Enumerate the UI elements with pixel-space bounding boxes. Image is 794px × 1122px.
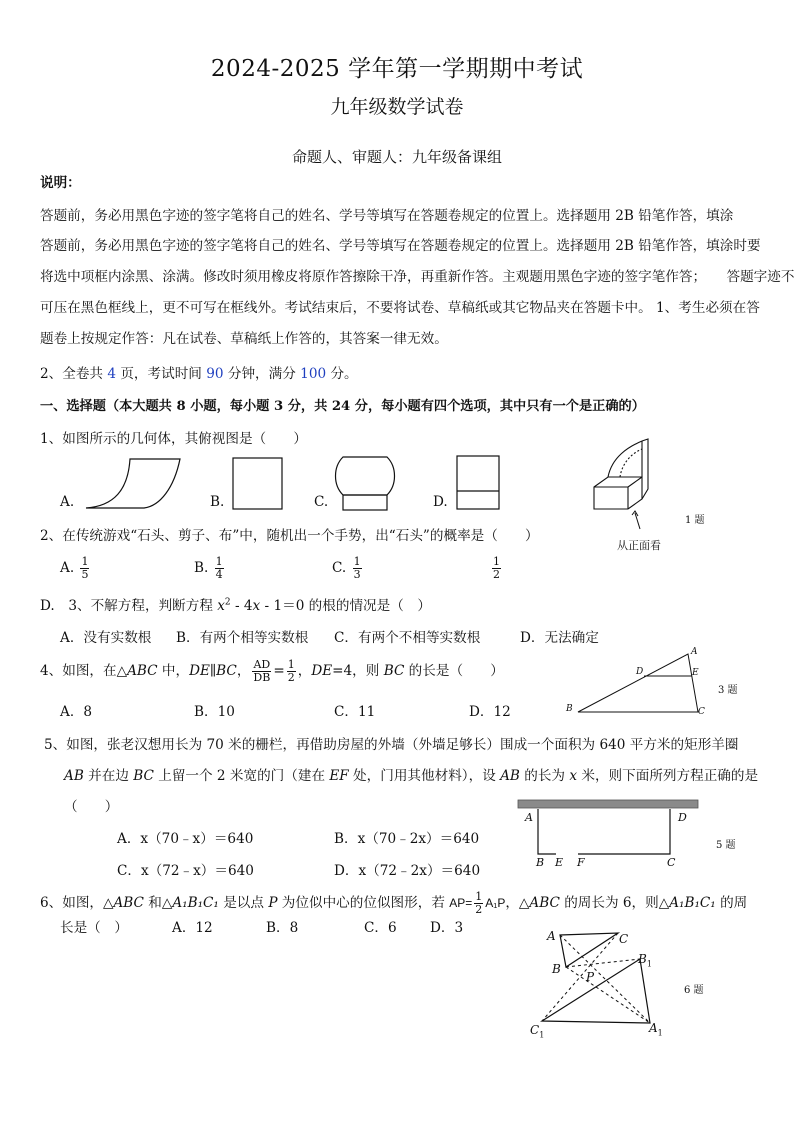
- q6-point-a1: [649, 1021, 663, 1037]
- fraction-denominator: 5: [81, 568, 89, 581]
- q2-option-b-fraction: [215, 556, 224, 581]
- q1-option-a: A.: [60, 494, 75, 510]
- q4-text-a: 4、如图，在△: [40, 663, 128, 679]
- q2-stem: 2、在传统游戏“石头、剪子、布”中，随机出一个手势，出“石头”的概率是（ ）: [40, 528, 539, 544]
- p2-mid2: 分钟，满分: [223, 366, 301, 382]
- q2-option-a-fraction: [80, 556, 89, 581]
- q5-point-f: F: [577, 856, 585, 869]
- q6-point-b1-letter: B: [638, 952, 647, 966]
- q5-text-h: 的长为: [519, 768, 570, 784]
- q6-option-b: B．8: [266, 920, 299, 936]
- instructions-line-5: 题卷上按规定作答：凡在试卷、草稿纸上作答的，其答案一律无效。: [40, 331, 448, 347]
- q1-figure-label: 1 题: [685, 515, 705, 526]
- q4-text-f: =4，则: [332, 663, 384, 679]
- q6-line-2: 长是（ ）: [60, 920, 128, 936]
- fraction-numerator: 1: [287, 658, 295, 671]
- q3-option-c: C．有两个不相等实数根: [334, 630, 481, 646]
- q2-option-c: [332, 556, 364, 581]
- q4-text-e: ，: [297, 663, 312, 679]
- q5-text-d: 上留一个 2 米宽的门（建在: [153, 768, 330, 784]
- q5-figure-label: 5 题: [716, 840, 736, 851]
- q1-option-b: B.: [210, 494, 225, 510]
- q1-option-d: D.: [433, 494, 448, 510]
- q6-text-e: ，△: [505, 895, 530, 911]
- q5-ab: AB: [64, 768, 84, 784]
- instructions-line-6: [40, 362, 358, 382]
- fraction-denominator: 2: [475, 903, 483, 916]
- q6-option-d: D．3: [430, 920, 464, 936]
- p2-mid1: 页，考试时间: [116, 366, 207, 382]
- q6-point-a: A: [547, 929, 556, 943]
- q5-ef: EF: [329, 768, 349, 784]
- author-line: 命题人、审题人：九年级备课组: [291, 148, 502, 166]
- q5-text-b: 并在边: [83, 768, 134, 784]
- q4-point-b: B: [566, 704, 573, 714]
- q6-fraction-half: [474, 891, 483, 916]
- q6-text-g: 的周: [715, 895, 748, 911]
- q6-option-c: C．6: [364, 920, 397, 936]
- p2-suffix: 分。: [326, 366, 358, 382]
- q6-point-c1-sub: 1: [539, 1030, 545, 1040]
- section-heading: 一、选择题（本大题共 8 小题，每小题 3 分，共 24 分，每小题有四个选项，其中只有一个是正确的）: [40, 399, 645, 414]
- q4-bc2: BC: [383, 663, 405, 679]
- q5-option-a: A．x（70﹣x）＝640: [117, 831, 254, 847]
- q6-stem: [40, 891, 747, 916]
- q6-figure-label: 6 题: [684, 985, 704, 996]
- q3-var-x: x: [217, 598, 225, 614]
- total-score: 100: [300, 366, 327, 382]
- q5-bc: BC: [133, 768, 154, 784]
- fraction-denominator: 4: [215, 568, 223, 581]
- q6-abc: ABC: [113, 895, 144, 911]
- q6-text-d: 为位似中心的位似图形，若: [277, 895, 450, 911]
- q6-a1b1c1: A₁B₁C₁: [172, 895, 219, 911]
- q6-abc2: ABC: [529, 895, 560, 911]
- q5-point-b: B: [536, 856, 545, 869]
- fraction-numerator: 1: [81, 555, 89, 568]
- q5-line-2: [64, 764, 758, 784]
- instructions-line-4: 可压在黑色框线上，更不可写在框线外。考试结束后，不要将试卷、草稿纸或其它物品夹在答题卡中。 1、考生必须在答: [40, 300, 760, 316]
- q1-option-b-figure: [232, 457, 284, 511]
- q5-option-d: D．x（72﹣2x）＝640: [334, 863, 481, 879]
- q1-view-caption: 从正面看: [617, 539, 661, 552]
- q5-line-1: 5、如图，张老汉想用长为 70 米的栅栏，再借助房屋的外墙（外墙足够长）围成一个面积为 640 平方米的矩形羊圈: [44, 737, 739, 753]
- q5-text-f: 处，门用其他材料），设: [348, 768, 501, 784]
- q4-point-c: C: [698, 707, 705, 717]
- q6-option-a: A．12: [172, 920, 213, 936]
- q1-stem: 1、如图所示的几何体，其俯视图是（ ）: [40, 431, 307, 447]
- q4-text-c: ∥: [209, 663, 217, 679]
- q6-point-c1: [530, 1023, 544, 1039]
- q4-stem: [40, 659, 504, 684]
- q5-text-j: 米，则下面所列方程正确的是: [577, 768, 759, 784]
- q5-option-c: C．x（72﹣x）＝640: [117, 863, 254, 879]
- q3-option-d: D．无法确定: [520, 630, 599, 646]
- q6-point-a1-sub: 1: [657, 1028, 663, 1038]
- q5-ab2: AB: [500, 768, 520, 784]
- q4-point-a: A: [691, 647, 698, 657]
- q6-text-f: 的周长为 6，则△: [559, 895, 670, 911]
- q6-text-a: 6、如图，△: [40, 895, 114, 911]
- q4-de2: DE: [311, 663, 333, 679]
- q4-equals: =: [273, 663, 285, 679]
- fraction-numerator: AD: [253, 658, 271, 671]
- q6-point-c1-letter: C: [530, 1023, 540, 1037]
- q3-stem: [40, 594, 431, 614]
- page-count: 4: [107, 366, 117, 382]
- q2-option-b-label: B.: [194, 560, 209, 576]
- q5-x: x: [569, 768, 578, 784]
- q4-point-e: E: [692, 668, 699, 678]
- q3-option-a: A．没有实数根: [60, 630, 152, 646]
- q4-text-d: ，: [236, 663, 251, 679]
- q4-de: DE: [189, 663, 210, 679]
- q4-triangle-figure: [570, 650, 700, 720]
- q1-option-d-figure: [456, 455, 502, 511]
- q1-option-c: C.: [314, 494, 329, 510]
- fraction-denominator: DB: [253, 671, 271, 684]
- q1-option-a-figure: [84, 458, 184, 510]
- q5-pen-figure: [518, 800, 700, 860]
- q2-option-d: [490, 556, 503, 581]
- q4-abc: ABC: [127, 663, 158, 679]
- fraction-denominator: 2: [493, 568, 500, 581]
- instructions-line-1: 答题前，务必用黑色字迹的签字笔将自己的姓名、学号等填写在答题卷规定的位置上。选择题用 2B 铅笔作答，填涂: [40, 208, 734, 224]
- fraction-denominator: 2: [287, 671, 295, 684]
- q4-option-c: C．11: [334, 704, 376, 720]
- q6-point-b1: [638, 952, 652, 968]
- q6-ap: AP=: [449, 896, 473, 910]
- q3-var-x2: x: [252, 598, 261, 614]
- q4-option-a: A．8: [60, 704, 93, 720]
- fraction-numerator: 1: [493, 555, 500, 568]
- page-title: 2024-2025 学年第一学期期中考试: [210, 56, 584, 82]
- q1-option-c-figure: [337, 455, 395, 511]
- exam-time: 90: [206, 366, 224, 382]
- q4-fraction-ad-db: [252, 659, 271, 684]
- q6-p: P: [268, 895, 278, 911]
- q5-point-c: C: [667, 856, 676, 869]
- q5-point-e: E: [555, 856, 564, 869]
- q6-point-b1-sub: 1: [646, 959, 652, 969]
- q3-option-b: B．有两个相等实数根: [176, 630, 309, 646]
- q5-line-3: （ ）: [64, 799, 119, 815]
- q6-point-b: B: [552, 962, 561, 976]
- q6-point-c: C: [619, 932, 629, 946]
- q2-option-c-label: C.: [332, 560, 347, 576]
- fraction-numerator: 1: [215, 555, 223, 568]
- q2-option-d-fraction: [492, 556, 501, 581]
- q4-point-d: D: [636, 667, 644, 677]
- q3-rest2: - 1＝0 的根的情况是（ ）: [260, 598, 432, 614]
- q4-figure-label: 3 题: [718, 685, 738, 696]
- q5-point-d: D: [678, 811, 687, 824]
- q4-option-d: D．12: [469, 704, 511, 720]
- q1-solid-figure: [588, 437, 668, 537]
- q3-exponent: 2: [224, 597, 231, 608]
- page-subtitle: 九年级数学试卷: [330, 96, 464, 118]
- q6-a1b1c1-2: A₁B₁C₁: [669, 895, 716, 911]
- q6-point-p: P: [586, 970, 595, 984]
- fraction-numerator: 1: [353, 555, 361, 568]
- q2-option-c-fraction: [353, 556, 362, 581]
- q5-point-a: A: [525, 811, 533, 824]
- fraction-numerator: 1: [475, 890, 483, 903]
- q6-point-a1-letter: A: [649, 1021, 658, 1035]
- q2-option-a: [60, 556, 91, 581]
- q4-fraction-half: [287, 659, 296, 684]
- q4-option-b: B．10: [194, 704, 235, 720]
- q6-text-c: 是以点: [218, 895, 269, 911]
- instructions-line-3: 将选中项框内涂黑、涂满。修改时须用橡皮将原作答擦除干净，再重新作答。主观题用黑色字迹的签字笔作答； 答题字迹不: [40, 269, 794, 285]
- q5-option-b: B．x（70﹣2x）＝640: [334, 831, 480, 847]
- q6-text-b: 和△: [143, 895, 173, 911]
- fraction-denominator: 3: [353, 568, 361, 581]
- q3-prefix: D. 3、不解方程，判断方程: [40, 598, 218, 614]
- q4-text-g: 的长是（ ）: [404, 663, 504, 679]
- q3-rest: - 4: [230, 598, 253, 614]
- instructions-line-2: 答题前，务必用黑色字迹的签字笔将自己的姓名、学号等填写在答题卷规定的位置上。选择题用 2B 铅笔作答，填涂时要: [40, 238, 761, 254]
- q6-a1p: A₁P: [485, 896, 506, 910]
- q2-option-a-label: A.: [60, 560, 75, 576]
- q2-option-b: [194, 556, 226, 581]
- q4-text-b: 中，: [157, 663, 190, 679]
- q4-bc: BC: [216, 663, 237, 679]
- instructions-heading: 说明：: [40, 175, 81, 191]
- p2-prefix: 2、全卷共: [40, 366, 108, 382]
